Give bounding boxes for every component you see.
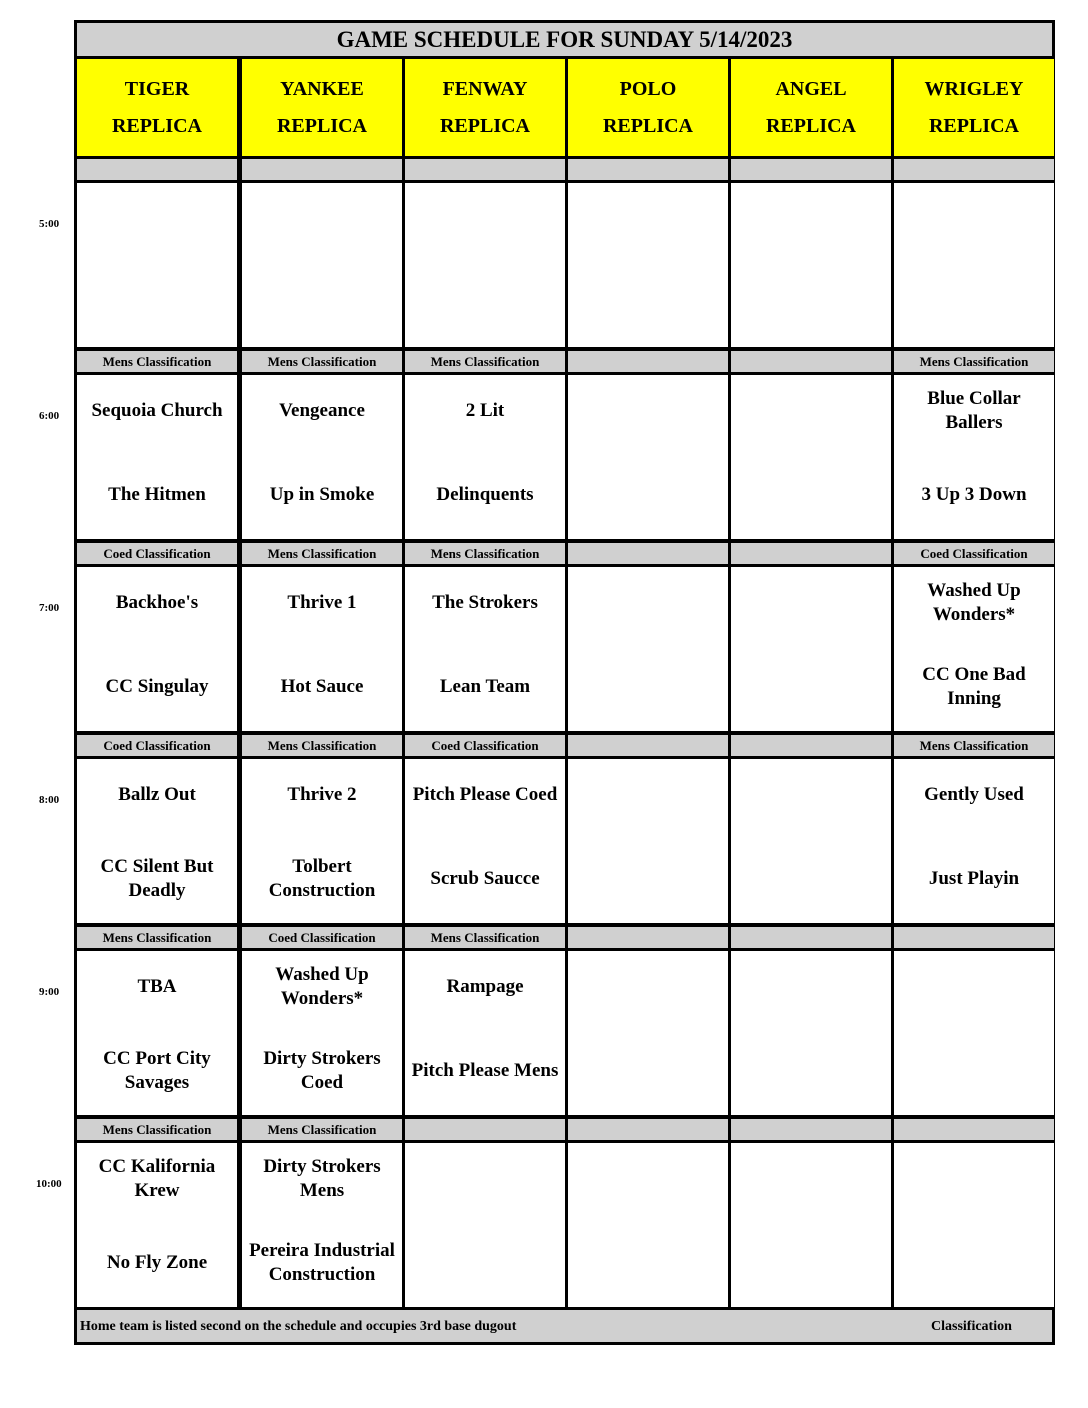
classification-cell [731,159,891,180]
home-team [568,1237,728,1289]
game-cell [405,375,565,539]
home-team: Up in Smoke [269,484,375,505]
away-team [731,385,891,437]
game-cell [568,375,728,539]
home-team [894,277,1054,329]
game-cell [568,759,728,923]
game-cell [242,1143,402,1307]
game-cell [242,759,402,923]
game-cell [894,951,1054,1115]
game-cell [568,183,728,347]
away-team [405,193,565,245]
classification-cell [731,543,891,564]
away-team [568,385,728,437]
away-team [894,961,1054,1013]
classification-legend: Classification [931,1319,1012,1334]
home-team: Dirty Strokers Coed [263,1048,381,1093]
game-cell [731,759,891,923]
game-cell [77,567,237,731]
home-team: CC Port City Savages [103,1048,211,1093]
home-team: Delinquents [436,484,534,505]
home-team: Lean Team [439,676,531,697]
field-subtitle: REPLICA [602,114,693,137]
game-cell [731,951,891,1115]
classification-cell: Coed Classification [405,735,565,756]
home-team: CC Silent But Deadly [100,856,214,901]
game-cell [405,759,565,923]
home-team: 3 Up 3 Down [921,484,1027,505]
home-team: Tolbert Construction [268,856,376,901]
classification-cell: Coed Classification [894,543,1054,564]
classification-cell [405,159,565,180]
home-team [894,1045,1054,1097]
field-name: ANGEL [775,77,847,100]
time-label: 7:00 [39,602,60,614]
away-team: Dirty Strokers Mens [263,1156,381,1201]
time-label: 9:00 [39,986,60,998]
home-team [731,853,891,905]
away-team [568,193,728,245]
home-team: No Fly Zone [106,1252,208,1273]
classification-cell: Mens Classification [242,735,402,756]
away-team: Pitch Please Coed [412,784,558,805]
field-header-angel [731,59,891,156]
field-name: POLO [619,77,677,100]
away-team: Sequoia Church [91,400,223,421]
home-team [242,277,402,329]
time-label: 5:00 [39,218,60,230]
game-cell [77,183,237,347]
home-team [894,1237,1054,1289]
game-cell [894,375,1054,539]
home-team [731,277,891,329]
classification-cell [731,735,891,756]
classification-cell [77,159,237,180]
away-team: Thrive 1 [287,592,357,613]
game-cell [242,375,402,539]
home-team [568,277,728,329]
game-cell [894,183,1054,347]
classification-cell: Mens Classification [405,351,565,372]
home-team [77,277,237,329]
time-label: 8:00 [39,794,60,806]
classification-cell: Coed Classification [77,543,237,564]
game-cell [568,1143,728,1307]
home-team [568,1045,728,1097]
away-team [731,1153,891,1205]
classification-cell: Mens Classification [894,735,1054,756]
home-team [568,469,728,521]
field-header-polo [568,59,728,156]
classification-cell [894,1119,1054,1140]
away-team [731,193,891,245]
classification-cell [894,159,1054,180]
classification-cell: Mens Classification [242,543,402,564]
field-subtitle: REPLICA [276,114,367,137]
home-team [405,1237,565,1289]
away-team: Vengeance [279,400,365,421]
classification-cell [568,543,728,564]
schedule-title: GAME SCHEDULE FOR SUNDAY 5/14/2023 [77,23,1052,56]
away-team: Washed Up Wonders* [275,964,369,1009]
game-cell [77,1143,237,1307]
classification-cell: Mens Classification [242,1119,402,1140]
field-name: YANKEE [280,77,364,100]
away-team: TBA [137,976,177,997]
game-cell [405,183,565,347]
classification-cell: Mens Classification [405,543,565,564]
game-cell [731,1143,891,1307]
classification-cell [568,735,728,756]
home-team [731,661,891,713]
away-team [405,1153,565,1205]
home-team [568,853,728,905]
classification-cell: Mens Classification [894,351,1054,372]
away-team [731,577,891,629]
classification-cell [568,1119,728,1140]
field-header-wrigley [894,59,1054,156]
classification-cell [894,927,1054,948]
away-team [242,193,402,245]
game-cell [894,1143,1054,1307]
classification-cell [731,927,891,948]
away-team: Blue Collar Ballers [927,388,1021,433]
game-cell [731,567,891,731]
away-team: The Strokers [432,592,538,613]
away-team [731,769,891,821]
classification-cell: Mens Classification [77,927,237,948]
home-team: Pitch Please Mens [411,1060,559,1081]
away-team [568,961,728,1013]
game-cell [894,759,1054,923]
game-cell [894,567,1054,731]
game-cell [77,375,237,539]
classification-cell: Mens Classification [77,1119,237,1140]
away-team: Backhoe's [115,592,199,613]
away-team [568,769,728,821]
away-team: Ballz Out [118,784,196,805]
game-cell [242,183,402,347]
home-team: Hot Sauce [280,676,364,697]
home-team: CC Singulay [105,676,209,697]
classification-cell: Coed Classification [77,735,237,756]
away-team: 2 Lit [465,400,505,421]
classification-cell [568,927,728,948]
footer-note-row [77,1310,1052,1342]
game-cell [731,375,891,539]
classification-cell: Coed Classification [242,927,402,948]
field-subtitle: REPLICA [765,114,856,137]
schedule-table [74,20,1055,1345]
game-cell [242,951,402,1115]
home-team [568,661,728,713]
away-team [77,193,237,245]
field-name: WRIGLEY [924,77,1024,100]
game-cell [568,951,728,1115]
classification-cell [731,351,891,372]
field-subtitle: REPLICA [111,114,202,137]
field-subtitle: REPLICA [439,114,530,137]
classification-cell [731,1119,891,1140]
game-cell [77,951,237,1115]
time-label: 6:00 [39,410,60,422]
home-team: CC One Bad Inning [922,664,1026,709]
classification-cell: Mens Classification [242,351,402,372]
away-team: Thrive 2 [287,784,357,805]
classification-cell: Mens Classification [77,351,237,372]
home-team: The Hitmen [108,484,206,505]
home-team: Just Playin [928,868,1020,889]
game-cell [77,759,237,923]
field-name: TIGER [124,77,190,100]
field-subtitle: REPLICA [928,114,1019,137]
home-team [405,277,565,329]
field-name: FENWAY [442,77,528,100]
home-team-note: Home team is listed second on the schedule and occupies 3rd base dugout [80,1319,517,1334]
field-header-tiger [77,59,237,156]
game-cell [568,567,728,731]
field-header-fenway [405,59,565,156]
away-team: CC Kalifornia Krew [98,1156,216,1201]
home-team: Scrub Saucce [430,868,540,889]
away-team [568,577,728,629]
game-cell [405,951,565,1115]
game-cell [405,1143,565,1307]
classification-cell: Mens Classification [405,927,565,948]
game-cell [405,567,565,731]
classification-cell [568,351,728,372]
home-team [731,1237,891,1289]
away-team [894,1153,1054,1205]
away-team: Washed Up Wonders* [927,580,1021,625]
game-cell [731,183,891,347]
away-team: Rampage [446,976,524,997]
away-team [568,1153,728,1205]
home-team [731,469,891,521]
game-cell [242,567,402,731]
away-team [894,193,1054,245]
home-team: Pereira Industrial Construction [249,1240,395,1285]
field-header-yankee [242,59,402,156]
away-team [731,961,891,1013]
time-label: 10:00 [36,1178,62,1190]
classification-cell [405,1119,565,1140]
home-team [731,1045,891,1097]
classification-cell [242,159,402,180]
classification-cell [568,159,728,180]
away-team: Gently Used [924,784,1024,805]
